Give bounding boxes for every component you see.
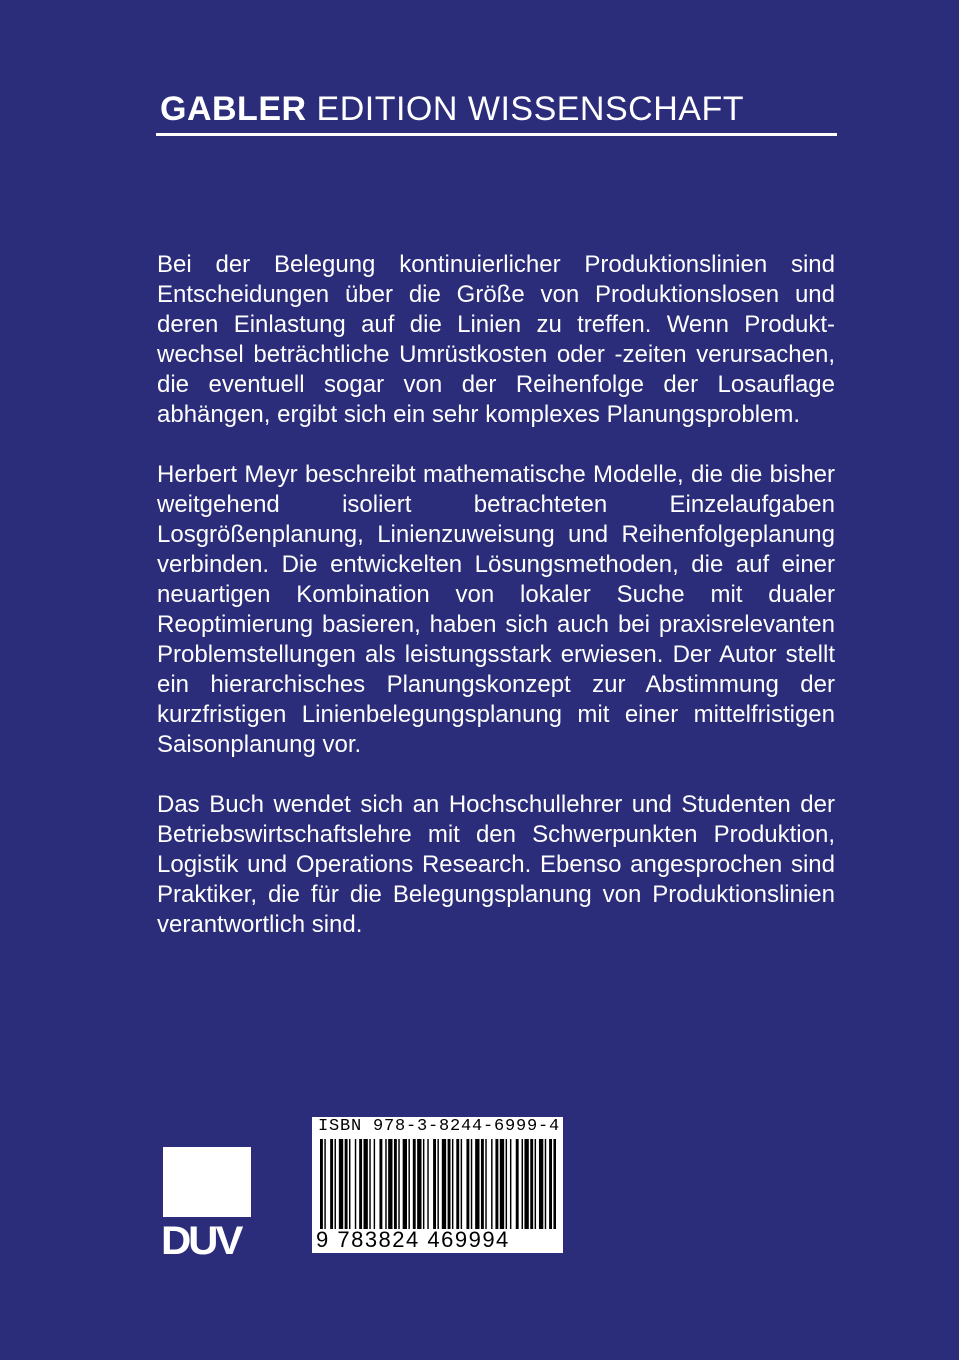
barcode-stripe (417, 1139, 421, 1229)
barcode-stripe (456, 1139, 459, 1229)
barcode-stripe (535, 1139, 536, 1229)
barcode-stripe (369, 1139, 370, 1229)
barcode-stripe (524, 1139, 528, 1229)
barcode-stripe (506, 1139, 507, 1229)
barcode-stripe (433, 1139, 436, 1229)
barcode-stripe (461, 1139, 462, 1229)
barcode-stripe (530, 1139, 533, 1229)
barcode-stripe (335, 1139, 336, 1229)
barcode-stripe (539, 1139, 543, 1229)
barcode-stripe (500, 1139, 504, 1229)
barcode-stripe (388, 1139, 392, 1229)
barcode-stripe (466, 1139, 469, 1229)
isbn-label: ISBN 978-3-8244-6999-4 (318, 1117, 561, 1136)
barcode-stripe (549, 1139, 552, 1229)
barcode-stripe (522, 1139, 523, 1229)
barcode-stripe (491, 1139, 492, 1229)
series-edition: EDITION WISSENSCHAFT (316, 90, 744, 128)
blurb-paragraph: Bei der Belegung kontinuierlicher Produktionslinien sind Entscheidungen über die Größe von Produktionslosen und deren Einlastung auf die Linien zu treffen. Wenn Produktwechsel beträchtliche Umrüstkosten oder -zeiten verursachen, die eventuell sogar von der Reihenfolge der Losauflage abhängen, ergibt sich ein sehr komplexes Planungsproblem. (157, 251, 835, 428)
barcode-stripe (403, 1139, 407, 1229)
barcode-stripe (413, 1139, 416, 1229)
blurb-paragraph: Das Buch wendet sich an Hochschullehrer und Studenten der Betriebswirtschaftslehre mit den Schwerpunkten Produktion, Logistik und Operations Research. Ebenso angesprochen sind Praktiker, die für die Belegungsplanung von Produktionslinien verantwortlich sind. (157, 791, 835, 938)
barcode-stripe (481, 1139, 484, 1229)
barcode-stripe (330, 1139, 333, 1229)
barcode-stripe (471, 1139, 472, 1229)
barcode-stripe (553, 1139, 556, 1229)
barcode-stripe (448, 1139, 451, 1229)
publisher-logo-square (163, 1147, 251, 1217)
barcode-stripe (339, 1139, 343, 1229)
barcode-stripe (320, 1139, 323, 1229)
barcode-stripe (345, 1139, 348, 1229)
barcode-stripe (452, 1139, 453, 1229)
barcode-stripe (495, 1139, 498, 1229)
barcode-stripe (408, 1139, 409, 1229)
barcode-stripe (349, 1139, 350, 1229)
barcode-stripe (485, 1139, 486, 1229)
ean-digits: 9 783824 469994 (316, 1227, 510, 1252)
barcode-stripe (437, 1139, 438, 1229)
publisher-logo (161, 1147, 253, 1263)
barcode-stripe (516, 1139, 519, 1229)
blurb-paragraph: Herbert Meyr beschreibt mathematische Modelle, die die bisher weitgehend isoliert betrachteten Einzelaufgaben Losgrößenplanung, Linienzuweisung und Reihenfolgeplanung verbinden. Die entwickelten Lösungsmethoden, die auf einer neuartigen Kombination von lokaler Suche mit dualer Reoptimierung basieren, haben sich auch bei praxisrelevanten Problemstellungen als leistungsstark erwiesen. Der Autor stellt ein hierarchisches Planungskonzept zur Abstimmung der kurzfristigen Linienbelegungsplanung mit einer mittelfristigen Saisonplanung vor. (157, 461, 835, 758)
barcode-stripe (355, 1139, 356, 1229)
barcode-stripe (324, 1139, 325, 1229)
series-brand: GABLER (160, 90, 307, 128)
barcode-stripe (364, 1139, 368, 1229)
barcode-stripe (374, 1139, 375, 1229)
barcode-stripe (398, 1139, 399, 1229)
barcode-stripe (510, 1139, 511, 1229)
barcode-stripe (385, 1139, 386, 1229)
barcode-stripe (545, 1139, 546, 1229)
publisher-logo-text: DUV (161, 1219, 241, 1263)
isbn-barcode (312, 1117, 563, 1253)
barcode-stripe (423, 1139, 424, 1229)
barcode-stripe (394, 1139, 397, 1229)
barcode-bars (320, 1139, 556, 1229)
blurb-text (157, 250, 835, 940)
barcode-stripe (359, 1139, 362, 1229)
barcode-stripe (427, 1139, 428, 1229)
barcode-stripe (379, 1139, 382, 1229)
series-underline (156, 133, 837, 136)
series-title (160, 90, 744, 129)
barcode-stripe (442, 1139, 446, 1229)
barcode-stripe (475, 1139, 479, 1229)
